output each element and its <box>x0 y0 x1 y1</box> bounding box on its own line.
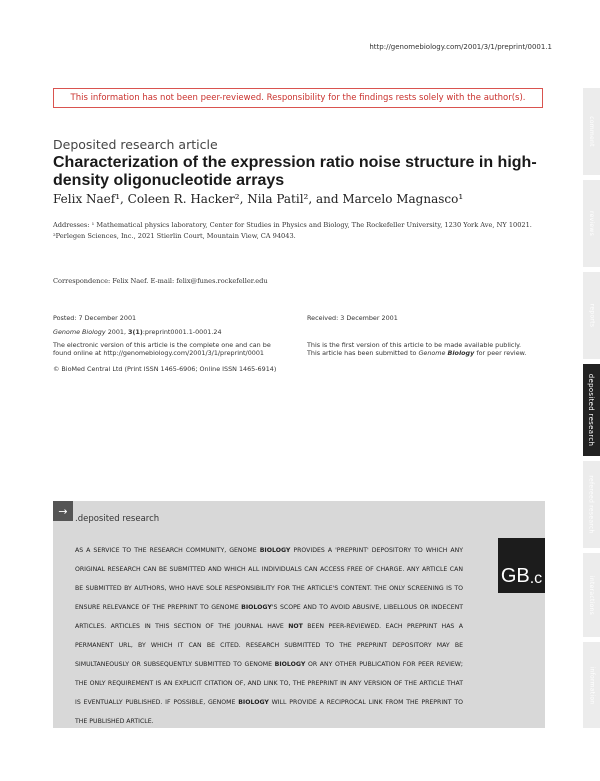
submitted-journal-biology: Biology <box>447 349 475 357</box>
tab-label: deposited research <box>587 373 596 447</box>
desc-bold: BIOLOGY <box>259 547 291 554</box>
desc-bold: NOT <box>288 623 303 630</box>
author-list: Felix Naef¹, Coleen R. Hacker², Nila Patil², and Marcelo Magnasco¹ <box>53 192 464 206</box>
posted-date: Posted: 7 December 2001 <box>53 314 137 322</box>
desc-bold: BIOLOGY <box>241 604 272 611</box>
citation-journal: Genome Biology <box>53 328 106 336</box>
logo-text: GB <box>500 565 530 587</box>
submitted-journal-genome: Genome <box>418 349 446 357</box>
article-type: Deposited research article <box>53 137 218 152</box>
citation-pages: :preprint0001.1-0001.24 <box>142 328 222 336</box>
desc-part: 'S SCOPE AND TO AVOID ABUSIVE, LIBELLOUS OR INDECENT ARTICLES. ARTICLES IN THIS SECTION OF THE JOURNAL HAVE <box>75 604 464 630</box>
desc-part: BEEN PEER-REVIEWED. EACH PREPRINT HAS A PERMANENT URL, BY WHICH IT CAN BE CITED. RESEARCH SUBMITTED TO THE PREPRINT DEPOSITORY MAY BE SIMULTANEOUSLY OR SUBSEQUENTLY SUBMITTED TO GENOME <box>75 623 463 668</box>
desc-bold: BIOLOGY <box>238 699 269 706</box>
tab-information[interactable] <box>583 642 600 728</box>
citation <box>53 328 222 336</box>
tab-refereed-research[interactable] <box>583 461 600 548</box>
author-addresses: Addresses: ¹ Mathematical physics laboratory, Center for Studies in Physics and Biology, The Rockefeller University, 1230 York Ave, NY 10021. ²Perlegen Sciences, Inc., 2021 Stierlin Court, Mountain View, CA 94043. <box>53 221 532 240</box>
desc-bold: BIOLOGY <box>274 661 306 668</box>
deposited-research-box <box>53 501 545 728</box>
tab-comment[interactable] <box>583 88 600 175</box>
deposited-research-label: .deposited research <box>75 514 160 524</box>
section-tabs <box>583 88 600 728</box>
tab-reports[interactable] <box>583 272 600 359</box>
genome-biology-logo <box>498 538 545 593</box>
desc-part: AS A SERVICE TO THE RESEARCH COMMUNITY, GENOME <box>75 547 260 554</box>
submitted-note <box>307 349 543 357</box>
peer-review-notice: This information has not been peer-reviewed. Responsibility for the findings rests solely with the author(s). <box>53 88 543 108</box>
article-title: Characterization of the expression ratio noise structure in high-density oligonucleotide arrays <box>53 154 537 189</box>
tab-label: interactions <box>588 575 595 615</box>
desc-part: OR ANY OTHER PUBLICATION FOR PEER REVIEW; THE ONLY REQUIREMENT IS AN EXPLICIT CITATION OF, AND LINK TO, THE PREPRINT IN ANY VERSION OF THE ARTICLE THAT IS EVENTUALLY PUBLISHED. IF POSSIBLE, GENOME <box>75 661 464 706</box>
tab-interactions[interactable] <box>583 553 600 637</box>
citation-year: 2001, <box>107 328 126 336</box>
tab-label: refereed research <box>588 475 596 534</box>
arrow-right-icon: → <box>53 501 73 521</box>
deposited-research-description <box>75 541 463 731</box>
desc-part: WILL PROVIDE A RECIPROCAL LINK FROM THE PREPRINT TO THE PUBLISHED ARTICLE. <box>75 699 463 725</box>
submitted-pre: This article has been submitted to <box>307 349 417 357</box>
tab-label: reports <box>588 303 595 328</box>
correspondence: Correspondence: Felix Naef. E-mail: felix@funes.rockefeller.edu <box>53 277 268 285</box>
received-date: Received: 3 December 2001 <box>307 314 398 322</box>
electronic-version-note: The electronic version of this article is the complete one and can be found online at http://genomebiology.com/2001/3/1/preprint/0001 <box>53 341 271 357</box>
tab-reviews[interactable] <box>583 180 600 267</box>
desc-part: PROVIDES A 'PREPRINT' DEPOSITORY TO WHICH ANY ORIGINAL RESEARCH CAN BE SUBMITTED AND WHICH ALL INDIVIDUALS CAN ACCESS FREE OF CHARGE. ANY ARTICLE CAN BE SUBMITTED BY AUTHORS, WHO HAVE SOLE RESPONSIBILITY FOR THE ARTICLE'S CONTENT. THE ONLY SCREENING IS TO ENSURE RELEVANCE OF THE PREPRINT TO GENOME <box>75 547 464 611</box>
tab-deposited-research[interactable] <box>583 364 600 456</box>
first-version-note <box>307 341 543 357</box>
citation-volume: 3(1) <box>128 328 143 336</box>
tab-label: comment <box>588 116 596 147</box>
tab-label: information <box>588 666 595 704</box>
article-url[interactable]: http://genomebiology.com/2001/3/1/preprint/0001.1 <box>369 43 552 51</box>
tab-label: reviews <box>588 210 596 237</box>
first-version-text: This is the first version of this article to be made available publicly. <box>307 341 522 349</box>
copyright: © BioMed Central Ltd (Print ISSN 1465-6906; Online ISSN 1465-6914) <box>53 365 277 373</box>
logo-suffix: .c <box>529 570 543 587</box>
submitted-post: for peer review. <box>476 349 527 357</box>
